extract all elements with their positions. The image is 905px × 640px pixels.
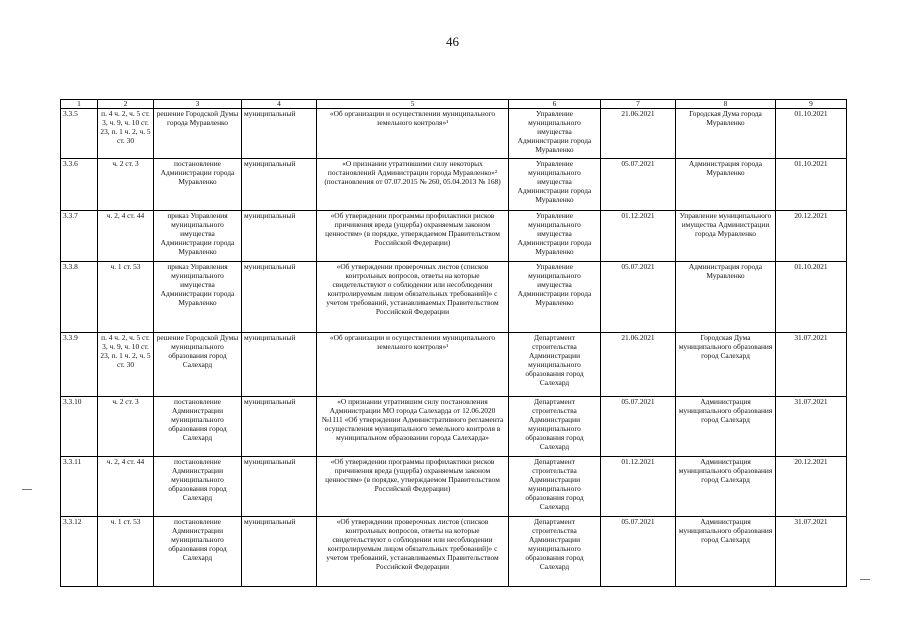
column-header: 7 [601, 100, 676, 109]
table-row [61, 457, 847, 517]
row-number: 3.3.11 [61, 457, 98, 517]
table-row [61, 159, 847, 211]
column-header: 4 [242, 100, 317, 109]
submission-date: 21.06.2021 [601, 333, 676, 397]
act-level: муниципальный [242, 517, 317, 587]
column-header: 5 [317, 100, 509, 109]
law-reference: ч. 2, 4 ст. 44 [98, 211, 154, 262]
law-reference: ч. 1 ст. 53 [98, 262, 154, 333]
scan-edge-mark [860, 579, 870, 580]
column-header: 1 [61, 100, 98, 109]
column-header: 9 [776, 100, 847, 109]
scan-edge-mark [22, 489, 32, 490]
row-number: 3.3.6 [61, 159, 98, 211]
act-type: приказ Управления муниципального имущества Администрации города Муравленко [154, 262, 242, 333]
law-reference: ч. 2 ст. 3 [98, 159, 154, 211]
column-header: 3 [154, 100, 242, 109]
act-type: приказ Управления муниципального имущества Администрации города Муравленко [154, 211, 242, 262]
act-level: муниципальный [242, 333, 317, 397]
law-reference: п. 4 ч. 2, ч. 5 ст. 3, ч. 9, ч. 10 ст. 23, п. 1 ч. 2, ч. 5 ст. 30 [98, 109, 154, 159]
act-title: «О признании утратившими силу некоторых постановлений Администрации города Муравленко»² (постановления от 07.07.2015 № 260, 05.04.2013 № 168) [317, 159, 509, 211]
table-row [61, 211, 847, 262]
approving-body: Администрация города Муравленко [676, 262, 776, 333]
table-row [61, 109, 847, 159]
submission-date: 01.12.2021 [601, 211, 676, 262]
row-number: 3.3.10 [61, 397, 98, 457]
act-type: постановление Администрации города Муравленко [154, 159, 242, 211]
adoption-date: 31.07.2021 [776, 517, 847, 587]
column-header: 6 [509, 100, 601, 109]
submission-date: 05.07.2021 [601, 262, 676, 333]
act-title: «Об утверждении проверочных листов (списков контрольных вопросов, ответы на которые свидетельствуют о соблюдении или несоблюдении контролируемым лицом обязательных требований)» с учетом требований, устанавливаемых Правительством Российской Федерации [317, 262, 509, 333]
act-level: муниципальный [242, 211, 317, 262]
act-title: «Об организации и осуществлении муниципального земельного контроля»¹ [317, 109, 509, 159]
adoption-date: 31.07.2021 [776, 397, 847, 457]
law-reference: ч. 2, 4 ст. 44 [98, 457, 154, 517]
act-type: постановление Администрации муниципального образования город Салехард [154, 457, 242, 517]
adoption-date: 20.12.2021 [776, 211, 847, 262]
act-type: решение Городской Думы города Муравленко [154, 109, 242, 159]
act-level: муниципальный [242, 109, 317, 159]
responsible-body: Управление муниципального имущества Администрации города Муравленко [509, 159, 601, 211]
table-row [61, 517, 847, 587]
adoption-date: 01.10.2021 [776, 262, 847, 333]
adoption-date: 20.12.2021 [776, 457, 847, 517]
responsible-body: Управление муниципального имущества Администрации города Муравленко [509, 109, 601, 159]
submission-date: 05.07.2021 [601, 517, 676, 587]
adoption-date: 31.07.2021 [776, 333, 847, 397]
act-level: муниципальный [242, 159, 317, 211]
regulation-table [60, 99, 847, 587]
law-reference: п. 4 ч. 2, ч. 5 ст. 3, ч. 9, ч. 10 ст. 23, п. 1 ч. 2, ч. 5 ст. 30 [98, 333, 154, 397]
approving-body: Администрация города Муравленко [676, 159, 776, 211]
act-title: «Об утверждении программы профилактики рисков причинения вреда (ущерба) охраняемым законом ценностям» (в порядке, утверждаемом Правительством Российской Федерации) [317, 211, 509, 262]
table-row [61, 397, 847, 457]
act-level: муниципальный [242, 262, 317, 333]
approving-body: Управление муниципального имущества Администрации города Муравленко [676, 211, 776, 262]
approving-body: Администрация муниципального образования город Салехард [676, 517, 776, 587]
responsible-body: Департамент строительства Администрации муниципального образования город Салехард [509, 333, 601, 397]
approving-body: Городская Дума муниципального образования город Салехард [676, 333, 776, 397]
responsible-body: Департамент строительства Администрации муниципального образования город Салехард [509, 517, 601, 587]
approving-body: Администрация муниципального образования город Салехард [676, 397, 776, 457]
act-type: постановление Администрации муниципального образования город Салехард [154, 397, 242, 457]
submission-date: 21.06.2021 [601, 109, 676, 159]
page-number: 46 [446, 34, 459, 49]
header-row [61, 100, 847, 109]
responsible-body: Управление муниципального имущества Администрации города Муравленко [509, 262, 601, 333]
submission-date: 05.07.2021 [601, 397, 676, 457]
act-title: «О признании утратившим силу постановления Администрации МО города Салехарда от 12.06.2020 №1111 «Об утверждении Административного регламента осуществления муниципального земельного контроля в муниципальном образовании города Салехарда» [317, 397, 509, 457]
row-number: 3.3.12 [61, 517, 98, 587]
act-title: «Об утверждении проверочных листов (списков контрольных вопросов, ответы на которые свидетельствуют о соблюдении или несоблюдении контролируемым лицом обязательных требований)» с учетом требований, устанавливаемых Правительством Российской Федерации [317, 517, 509, 587]
responsible-body: Управление муниципального имущества Администрации города Муравленко [509, 211, 601, 262]
approving-body: Администрация муниципального образования город Салехард [676, 457, 776, 517]
row-number: 3.3.8 [61, 262, 98, 333]
adoption-date: 01.10.2021 [776, 109, 847, 159]
act-level: муниципальный [242, 457, 317, 517]
row-number: 3.3.9 [61, 333, 98, 397]
act-title: «Об организации и осуществлении муниципального земельного контроля»¹ [317, 333, 509, 397]
act-level: муниципальный [242, 397, 317, 457]
column-header: 8 [676, 100, 776, 109]
act-title: «Об утверждении программы профилактики рисков причинения вреда (ущерба) охраняемым законом ценностям» (в порядке, утверждаемом Правительством Российской Федерации) [317, 457, 509, 517]
row-number: 3.3.5 [61, 109, 98, 159]
adoption-date: 01.10.2021 [776, 159, 847, 211]
column-header: 2 [98, 100, 154, 109]
submission-date: 01.12.2021 [601, 457, 676, 517]
row-number: 3.3.7 [61, 211, 98, 262]
submission-date: 05.07.2021 [601, 159, 676, 211]
law-reference: ч. 1 ст. 53 [98, 517, 154, 587]
act-type: постановление Администрации муниципального образования город Салехард [154, 517, 242, 587]
law-reference: ч. 2 ст. 3 [98, 397, 154, 457]
act-type: решение Городской Думы муниципального образования город Салехард [154, 333, 242, 397]
table-row [61, 333, 847, 397]
responsible-body: Департамент строительства Администрации муниципального образования город Салехард [509, 457, 601, 517]
approving-body: Городская Дума города Муравленко [676, 109, 776, 159]
table-row [61, 262, 847, 333]
responsible-body: Департамент строительства Администрации муниципального образования город Салехард [509, 397, 601, 457]
